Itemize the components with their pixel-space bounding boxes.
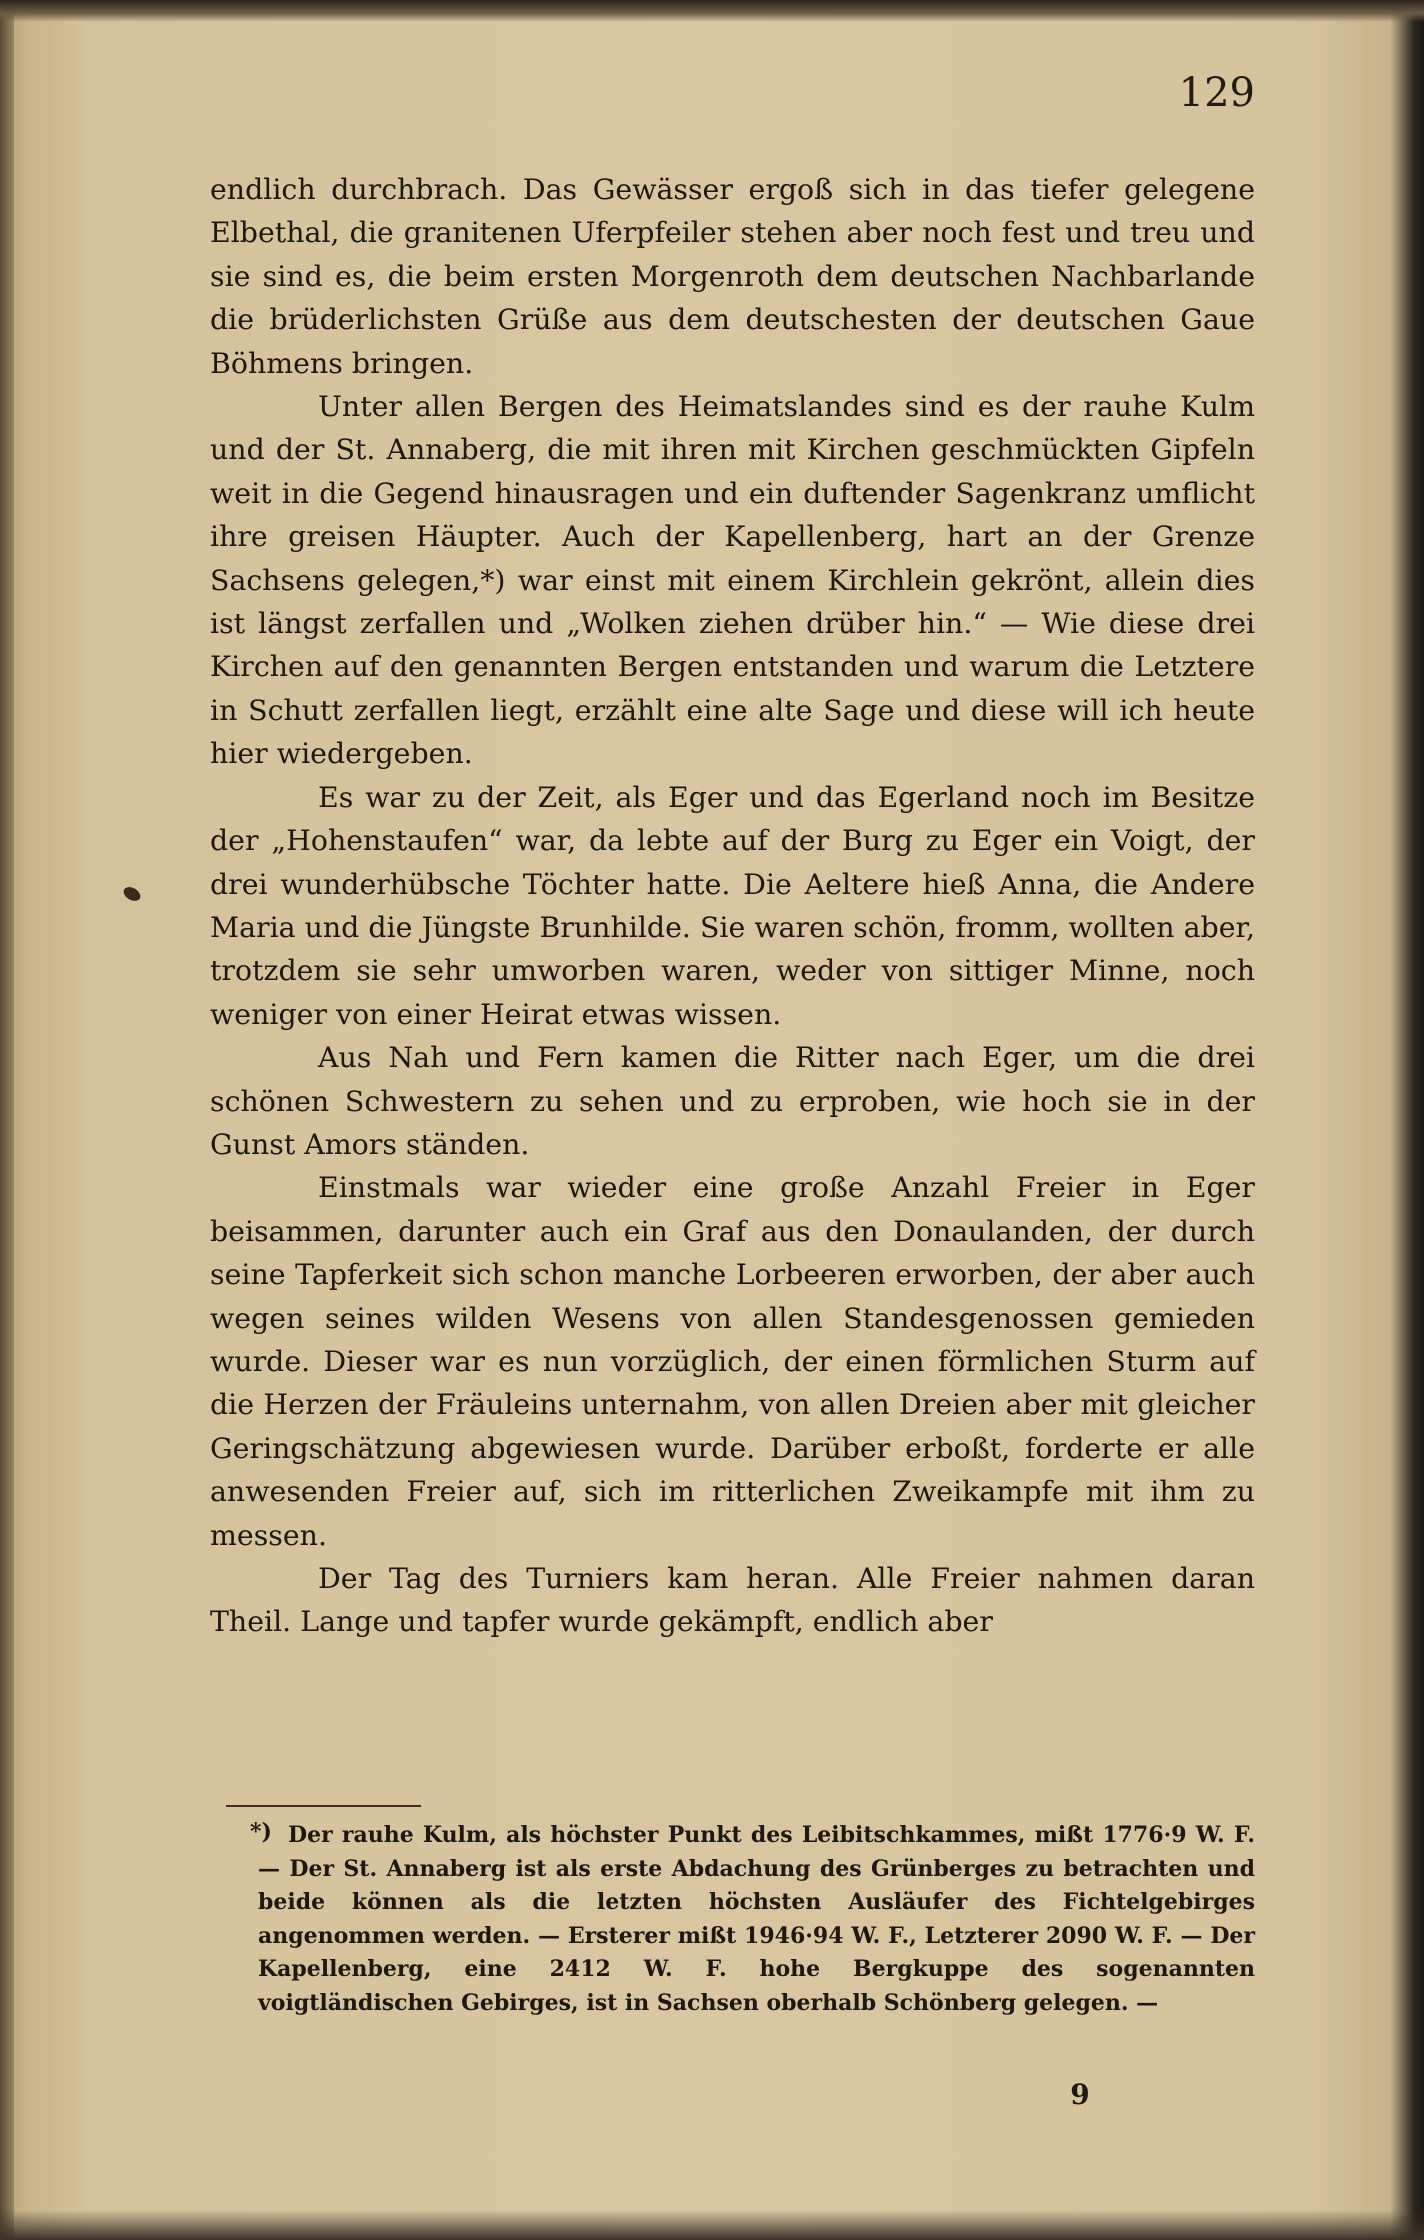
paragraph: Einstmals war wieder eine große Anzahl Freier in Eger beisammen, darunter auch ein Graf aus den Donaulanden, der durch seine Tapferkeit sich schon manche Lorbeeren erworben, der aber auch wegen seines wilden Wesens von allen Standesgenossen gemieden wurde. Dieser war es nun vorzüglich, der einen förmlichen Sturm auf die Herzen der Fräuleins unternahm, von allen Dreien aber mit gleicher Geringschätzung abgewiesen wurde. Darüber erboßt, forderte er alle anwesenden Freier auf, sich im ritterlichen Zweikampfe mit ihm zu messen. <box>210 1171 1255 1552</box>
paragraph: endlich durchbrach. Das Gewässer ergoß sich in das tiefer gelegene Elbethal, die granitenen Uferpfeiler stehen aber noch fest und treu und sie sind es, die beim ersten Morgenroth dem deutschen Nachbarlande die brüderlichsten Grüße aus dem deutschesten der deutschen Gaue Böhmens bringen. <box>210 173 1255 380</box>
main-text <box>210 168 1255 1644</box>
ink-spot <box>121 884 143 903</box>
paragraph: Es war zu der Zeit, als Eger und das Egerland noch im Besitze der „Hohenstaufen“ war, da lebte auf der Burg zu Eger ein Voigt, der drei wunderhübsche Töchter hatte. Die Aeltere hieß Anna, die Andere Maria und die Jüngste Brunhilde. Sie waren schön, fromm, wollten aber, trotzdem sie sehr umworben waren, weder von sittiger Minne, noch weniger von einer Heirat etwas wissen. <box>210 780 1255 1031</box>
page-number: 129 <box>1178 70 1255 116</box>
paragraph: Der Tag des Turniers kam heran. Alle Freier nahmen daran Theil. Lange und tapfer wurde gekämpft, endlich aber <box>210 1562 1255 1639</box>
book-spine <box>0 0 14 2240</box>
page-bottom-edge <box>0 2210 1424 2240</box>
footnote-text <box>258 1819 1255 2020</box>
paragraph: Unter allen Bergen des Heimatslandes sind es der rauhe Kulm und der St. Annaberg, die mit ihren mit Kirchen geschmückten Gipfeln weit in die Gegend hinausragen und ein duftender Sagenkranz umflicht ihre greisen Häupter. Auch der Kapellenberg, hart an der Grenze Sachsens gelegen,*) war einst mit einem Kirchlein gekrönt, allein dies ist längst zerfallen und „Wolken ziehen drüber hin.“ — Wie diese drei Kirchen auf den genannten Bergen entstanden und warum die Letztere in Schutt zerfallen liegt, erzählt eine alte Sage und diese will ich heute hier wiedergeben. <box>210 390 1255 771</box>
page-top-edge <box>0 0 1424 22</box>
footnote-body: Der rauhe Kulm, als höchster Punkt des Leibitschkammes, mißt 1776·9 W. F. — Der St. Annaberg ist als erste Abdachung des Grünberges zu betrachten und beide können als die letzten höchsten Ausläufer des Fichtelgebirges angenommen werden. — Ersterer mißt 1946·94 W. F., Letzterer 2090 W. F. — Der Kapellenberg, eine 2412 W. F. hohe Bergkuppe des sogenannten voigtländischen Gebirges, ist in Sachsen oberhalb Schönberg gelegen. — <box>258 1822 1255 2016</box>
footnote-divider <box>226 1805 421 1807</box>
paragraph: Aus Nah und Fern kamen die Ritter nach Eger, um die drei schönen Schwestern zu sehen und zu erproben, wie hoch sie in der Gunst Amors ständen. <box>210 1041 1255 1161</box>
signature-mark: 9 <box>1070 2078 1090 2111</box>
footnote-mark: *) <box>250 1819 272 1845</box>
